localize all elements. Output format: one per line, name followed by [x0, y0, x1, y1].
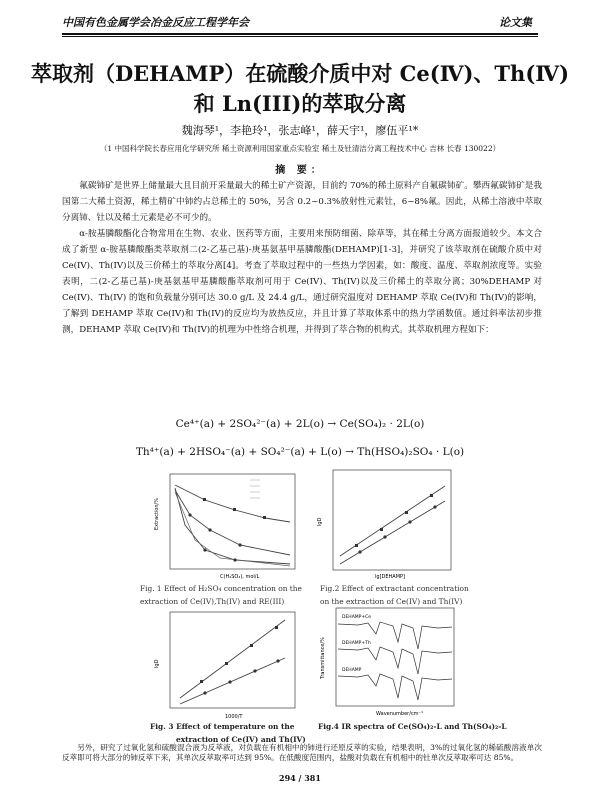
figure-1-caption	[140, 582, 302, 608]
figure-4-caption-line1: Fig.4 IR spectra of Ce(SO₄)₂-L and Th(SO₄)₂-L	[318, 722, 507, 731]
figure-1-ylabel: Extraction/%	[154, 498, 160, 530]
abstract-heading: 摘 要：	[275, 165, 325, 176]
figure-4-label-ce: DEHAMP+Ce	[342, 615, 372, 620]
figure-3-caption-line1: Fig. 3 Effect of temperature on the	[150, 722, 295, 731]
figure-3-plot	[150, 608, 300, 720]
header-rule-thin	[62, 36, 538, 37]
figure-4-plot	[318, 604, 458, 718]
figure-2-plot	[315, 466, 455, 581]
figure-4-caption	[318, 720, 507, 733]
running-header-left: 中国有色金属学会冶金反应工程学年会	[62, 16, 249, 29]
header-rule	[62, 33, 538, 35]
figure-1-caption-line1: Fig. 1 Effect of H₂SO₄ concentration on the	[140, 584, 302, 593]
figure-2-caption-line2: on the extraction of Ce(IV) and Th(IV)	[320, 597, 463, 606]
running-header-right: 论文集	[499, 16, 532, 29]
affiliation: （1 中国科学院长春应用化学研究所 稀土资源利用国家重点实验室 稀土及钍清洁分离工程技术中心 吉林 长春 130022）	[99, 144, 501, 153]
equation-ce: Ce⁴⁺(a) + 2SO₄²⁻(a) + 2L(o) → Ce(SO₄)₂ · 2L(o)	[175, 418, 425, 430]
figure-2-xlabel: lg[DEHAMP]	[375, 574, 405, 580]
paper-title-line2: 和 Ln(III)的萃取分离	[193, 91, 407, 116]
author-list: 魏海琴¹，李艳玲¹，张志峰¹，薛天宇¹，廖伍平¹*	[181, 124, 419, 137]
paragraph-3: 另外，研究了过氧化氢和硫酸混合液为反萃液，对负载在有机相中的铈进行还原反萃的实验，结果表明，3%的过氧化氢的稀硫酸溶液单次反萃即可将大部分的铈反萃下来，其单次反萃取率可达到 95%。在低酸度范围内，盐酸对负载在有机相中的钍单次反萃取率可达 85%。	[62, 743, 542, 762]
figure-4-ylabel: Transmittance/%	[320, 637, 326, 679]
figure-4-xlabel: Wavenumber/cm⁻¹	[376, 711, 424, 717]
abstract-body	[62, 178, 542, 338]
closing-paragraph-wrap	[62, 743, 542, 763]
paper-title-line1: 萃取剂（DEHAMP）在硫酸介质中对 Ce(Ⅳ)、Th(Ⅳ)	[30, 61, 570, 86]
figure-1-xlabel: C(H₂SO₄), mol/L	[220, 574, 260, 580]
page-number: 294 / 381	[279, 773, 321, 783]
figure-4-label-ligand: DEHAMP	[342, 668, 362, 673]
figure-3-caption-line2: extraction of Ce(IV) and Th(IV)	[176, 735, 306, 744]
equation-th: Th⁴⁺(a) + 2HSO₄⁻(a) + SO₄²⁻(a) + L(o) → Th(HSO₄)₂SO₄ · L(o)	[135, 446, 465, 458]
figure-4-label-th: DEHAMP+Th	[342, 641, 371, 646]
paragraph-2: α-胺基膦酸酯化合物常用在生物、农业、医药等方面，主要用来预防细菌、除草等，其在稀土分离方面报道较少。本文合成了新型 α-胺基膦酸酯类萃取剂二(2-乙基己基)-庚基氨基甲基膦酸酯(DEHAMP)[1-3]，并研究了该萃取剂在硫酸介质中对 Ce(IV)、Th(IV)以及三价稀土的萃取分离[4]。考查了萃取过程中的一些热力学因素，如：酸度、温度、萃取剂浓度等。实验表明，二(2-乙基己基)-庚基氨基甲基膦酸酯萃取剂可用于 Ce(IV)、Th(IV)以及三价稀土的萃取分离；30%DEHAMP 对 Ce(IV)、Th(IV) 的饱和负载量分别可达 30.0 g/L 及 24.4 g/L，通过研究温度对 DEHAMP 萃取 Ce(IV)和 Th(IV)的影响，了解到 DEHAMP 萃取 Ce(IV)和 Th(IV)的反应均为放热反应，并且计算了萃取体系中的热力学函数值。通过斜率法初步推测，DEHAMP 萃取 Ce(IV)和 Th(IV)的机理为中性络合机理，并得到了萃合物的机构式。其萃取机理方程如下：	[62, 229, 542, 335]
figure-3-xlabel: 1000/T	[225, 714, 243, 720]
figure-1-plot	[150, 470, 300, 580]
paragraph-1: 氟碳铈矿是世界上储量最大且目前开采量最大的稀土矿产资源，目前约 70%的稀土原料产自氟碳铈矿。攀西氟碳铈矿是我国第二大稀土资源，稀土精矿中铈约占总稀土的 50%，另含 0.2~0.3%放射性元素钍，6~8%氟。因此，从稀土溶液中萃取分离铈、钍以及稀土元素是必不可少的。	[62, 181, 542, 223]
figure-3-ylabel: lgD	[154, 659, 160, 668]
figure-2-caption-line1: Fig.2 Effect of extractant concentration	[320, 584, 469, 593]
figure-2-ylabel: lgD	[317, 517, 323, 526]
figure-1-caption-line2: extraction of Ce(IV),Th(IV) and RE(III)	[140, 597, 285, 606]
